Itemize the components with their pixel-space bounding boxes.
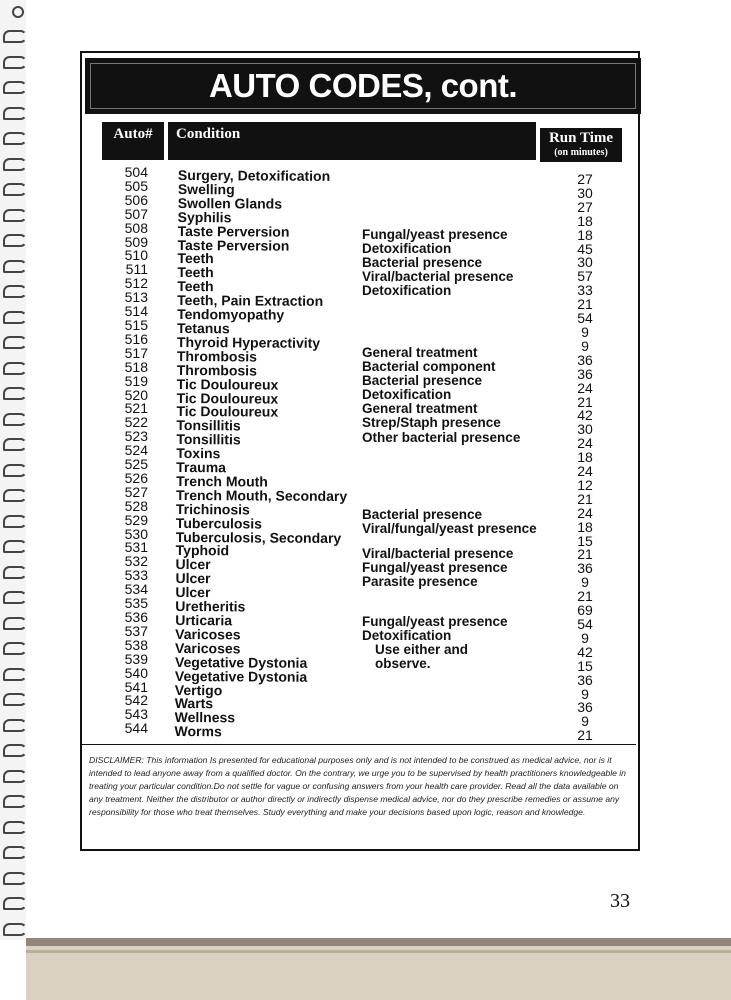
condition-cell: Tic Douloureux xyxy=(176,403,279,421)
binding-coil xyxy=(3,617,27,630)
code-cell: 532 xyxy=(124,553,148,570)
code-cell: 505 xyxy=(124,177,148,194)
binding-coil xyxy=(3,923,27,936)
condition-cell: Teeth, Pain Extraction xyxy=(177,292,324,310)
title-bar xyxy=(85,58,641,114)
condition-cell: Tuberculosis xyxy=(175,514,262,532)
code-cell: 537 xyxy=(124,622,148,639)
note-line: Bacterial presence xyxy=(362,255,483,271)
run-time-cell: 9 xyxy=(581,337,589,354)
condition-cell: Vegetative Dystonia xyxy=(174,667,308,685)
condition-cell: Thrombosis xyxy=(176,347,258,365)
code-cell: 531 xyxy=(124,539,148,556)
note-line: Strep/Staph presence xyxy=(362,415,501,431)
code-cell: 506 xyxy=(124,191,148,208)
code-cell: 508 xyxy=(124,219,148,236)
run-time-cell: 27 xyxy=(577,198,593,215)
notes-group-1 xyxy=(362,228,513,298)
binding-coil xyxy=(3,81,27,94)
condition-cell: Trench Mouth xyxy=(176,472,268,490)
note-line: Viral/fungal/yeast presence xyxy=(362,521,537,537)
condition-cell: Toxins xyxy=(176,445,221,462)
run-time-cell: 42 xyxy=(577,643,593,660)
binding-coil xyxy=(3,821,27,834)
header-run-time xyxy=(540,128,622,162)
run-time-cell: 21 xyxy=(577,588,593,605)
run-time-cell: 36 xyxy=(577,351,593,368)
run-time-cell: 33 xyxy=(577,282,593,299)
run-time-cell: 9 xyxy=(581,629,589,646)
spiral-binding xyxy=(0,0,26,940)
note-line: Fungal/yeast presence xyxy=(362,227,508,242)
page-bottom-edge xyxy=(26,938,731,1000)
note-line: Other bacterial presence xyxy=(362,429,521,445)
run-time-cell: 27 xyxy=(577,171,593,187)
code-cell: 530 xyxy=(124,525,148,542)
notes-group-4 xyxy=(362,547,513,589)
condition-cell: Teeth xyxy=(177,264,214,281)
page-number: 33 xyxy=(610,890,630,912)
run-time-cell: 36 xyxy=(577,699,593,716)
binding-coil xyxy=(3,744,27,757)
binding-coil xyxy=(3,464,27,477)
code-cell: 517 xyxy=(124,344,148,361)
condition-cell: Trench Mouth, Secondary xyxy=(175,486,348,504)
binding-coil xyxy=(3,566,27,579)
code-cell: 510 xyxy=(124,247,148,264)
condition-cell: Tendomyopathy xyxy=(177,306,285,323)
disclaimer: DISCLAIMER: This information Is presented for educational purposes only and is not intended to be construed as medical advice, nor is it intended to lead anyone away from a qualified doctor. On the contrary, we urge you to be supervised by health practitioners knowledgeable in treating your particular condition.Do not settle for vague or confusing answers from your health care provider. Read all the data available on any treatment. Neither the distributor or author directly or indirectly dispense medical advice, nor do they prescribe remedies or assume any responsibility for those who treat themselves. Study everything and make your decisions based upon logic, reason and knowledge. xyxy=(80,744,636,847)
condition-cell: Tic Douloureux xyxy=(176,389,279,407)
binding-coil xyxy=(3,107,27,120)
code-cell: 507 xyxy=(124,205,148,222)
note-line: Viral/bacterial presence xyxy=(362,269,514,285)
code-column xyxy=(100,166,148,736)
binding-coil xyxy=(3,260,27,273)
code-cell: 534 xyxy=(124,581,148,598)
header-run-time-unit: (on minutes) xyxy=(554,147,608,158)
binding-coil xyxy=(3,336,27,349)
binding-coil xyxy=(3,56,27,69)
run-time-cell: 24 xyxy=(577,435,593,452)
code-cell: 524 xyxy=(124,442,148,459)
note-line: Detoxification xyxy=(362,241,452,257)
run-time-cell: 69 xyxy=(577,602,593,619)
run-time-cell: 45 xyxy=(577,240,593,257)
code-cell: 529 xyxy=(124,511,148,528)
binding-coil xyxy=(3,489,27,502)
run-time-cell: 42 xyxy=(577,407,593,424)
run-time-cell: 18 xyxy=(577,226,593,243)
header-auto: Auto# xyxy=(102,122,164,160)
run-time-cell: 36 xyxy=(577,365,593,382)
code-cell: 544 xyxy=(124,720,148,737)
condition-cell: Tuberculosis, Secondary xyxy=(175,528,342,546)
condition-cell: Worms xyxy=(174,723,222,740)
condition-cell: Trauma xyxy=(176,459,227,476)
condition-cell: Swelling xyxy=(177,180,235,198)
binding-coil xyxy=(3,158,27,171)
run-time-cell: 12 xyxy=(577,476,593,493)
condition-cell: Teeth xyxy=(177,250,214,267)
condition-column xyxy=(175,169,368,740)
condition-cell: Tic Douloureux xyxy=(176,375,279,393)
condition-cell: Ulcer xyxy=(175,570,211,587)
binding-coil xyxy=(3,183,27,196)
condition-cell: Thrombosis xyxy=(176,361,257,379)
run-time-cell: 21 xyxy=(577,546,593,563)
condition-cell: Taste Perversion xyxy=(177,236,290,254)
binding-coil xyxy=(3,668,27,681)
condition-cell: Syphilis xyxy=(177,208,232,226)
condition-cell: Teeth xyxy=(177,278,214,295)
code-cell: 514 xyxy=(124,303,148,320)
condition-cell: Varicoses xyxy=(175,639,241,657)
condition-cell: Wellness xyxy=(174,709,236,726)
header-condition: Condition xyxy=(168,122,536,160)
condition-cell: Trichinosis xyxy=(175,500,250,518)
binding-coil xyxy=(3,387,27,400)
condition-cell: Varicoses xyxy=(175,625,241,643)
code-cell: 535 xyxy=(124,595,148,612)
condition-cell: Swollen Glands xyxy=(177,194,283,212)
run-time-column xyxy=(565,173,605,743)
code-cell: 542 xyxy=(124,692,148,709)
binding-coil xyxy=(3,872,27,885)
run-time-cell: 30 xyxy=(577,421,593,438)
notes-group-3 xyxy=(362,508,537,536)
note-line: Detoxification xyxy=(362,283,452,299)
run-time-cell: 15 xyxy=(577,657,593,674)
condition-cell: Taste Perversion xyxy=(177,222,290,240)
condition-cell: Tetanus xyxy=(176,319,230,337)
code-cell: 515 xyxy=(124,316,148,333)
note-line: Detoxification xyxy=(362,628,452,644)
condition-cell: Ulcer xyxy=(175,584,211,601)
run-time-cell: 9 xyxy=(581,323,589,340)
code-cell: 540 xyxy=(124,664,148,681)
code-cell: 519 xyxy=(124,372,148,389)
condition-cell: Tonsillitis xyxy=(176,417,241,434)
binding-coil xyxy=(3,770,27,783)
condition-cell: Thyroid Hyperactivity xyxy=(176,333,321,351)
run-time-cell: 21 xyxy=(577,490,593,507)
note-line: Bacterial presence xyxy=(362,373,483,389)
binding-coil xyxy=(3,515,27,528)
condition-cell: Vertigo xyxy=(174,681,223,698)
code-cell: 539 xyxy=(124,650,148,667)
binding-coil xyxy=(3,719,27,732)
note-line: Fungal/yeast presence xyxy=(362,560,508,576)
code-cell: 526 xyxy=(124,469,148,486)
run-time-cell: 18 xyxy=(577,449,593,466)
run-time-cell: 24 xyxy=(577,504,593,521)
binding-coil xyxy=(3,693,27,706)
notes-group-5 xyxy=(362,615,508,671)
run-time-cell: 9 xyxy=(581,685,589,702)
condition-cell: Ulcer xyxy=(175,556,211,573)
run-time-cell: 18 xyxy=(577,518,593,535)
code-cell: 523 xyxy=(124,428,148,445)
note-line: Detoxification xyxy=(362,387,452,403)
code-cell: 528 xyxy=(124,497,148,514)
code-cell: 511 xyxy=(125,261,148,278)
note-line: Bacterial component xyxy=(362,359,496,375)
run-time-cell: 57 xyxy=(577,268,593,285)
note-line: Fungal/yeast presence xyxy=(362,614,508,629)
binding-coil xyxy=(3,438,27,451)
binding-coil xyxy=(3,311,27,324)
run-time-cell: 21 xyxy=(577,727,593,744)
page-title: AUTO CODES, cont. xyxy=(208,67,518,104)
code-cell: 521 xyxy=(124,400,148,417)
condition-cell: Surgery, Detoxification xyxy=(177,167,331,184)
code-cell: 522 xyxy=(124,414,148,431)
code-cell: 533 xyxy=(124,567,148,584)
run-time-cell: 18 xyxy=(577,212,593,229)
note-line: Viral/bacterial presence xyxy=(362,546,514,561)
binding-coil xyxy=(3,795,27,808)
run-time-cell: 9 xyxy=(581,713,589,730)
run-time-cell: 30 xyxy=(577,254,593,271)
code-cell: 543 xyxy=(124,706,148,723)
note-line: Bacterial presence xyxy=(362,507,483,522)
run-time-cell: 21 xyxy=(577,393,593,410)
code-cell: 536 xyxy=(124,609,148,625)
condition-cell: Tonsillitis xyxy=(176,431,241,448)
binding-coil xyxy=(3,209,27,222)
binding-coil xyxy=(3,897,27,910)
binding-coil xyxy=(3,413,27,426)
code-cell: 541 xyxy=(124,678,148,695)
note-line: Use either and xyxy=(375,642,469,658)
header-run-time-label: Run Time xyxy=(548,130,614,146)
condition-cell: Uretheritis xyxy=(175,598,246,615)
run-time-cell: 15 xyxy=(577,532,593,549)
code-cell: 525 xyxy=(124,456,148,473)
condition-cell: Urticaria xyxy=(175,611,233,629)
binding-coil xyxy=(3,30,27,43)
binding-coil xyxy=(3,846,27,859)
run-time-cell: 54 xyxy=(577,310,593,327)
note-line: General treatment xyxy=(362,345,478,360)
note-line: General treatment xyxy=(362,401,478,417)
code-cell: 518 xyxy=(124,358,148,375)
run-time-cell: 21 xyxy=(577,296,593,313)
binding-coil xyxy=(3,540,27,553)
condition-cell: Typhoid xyxy=(175,542,230,559)
run-time-cell: 9 xyxy=(581,574,589,591)
note-line: Parasite presence xyxy=(362,574,478,590)
run-time-cell: 24 xyxy=(577,463,593,480)
code-cell: 538 xyxy=(124,636,148,653)
code-cell: 509 xyxy=(124,233,148,250)
code-cell: 512 xyxy=(124,275,148,292)
condition-cell: Warts xyxy=(174,695,214,712)
run-time-cell: 36 xyxy=(577,560,593,577)
code-cell: 520 xyxy=(124,386,148,403)
condition-cell: Vegetative Dystonia xyxy=(174,653,308,671)
binding-hole xyxy=(12,6,24,18)
binding-coil xyxy=(3,642,27,655)
code-cell: 513 xyxy=(124,289,148,306)
run-time-cell: 36 xyxy=(577,671,593,688)
code-cell: 516 xyxy=(124,330,148,347)
binding-coil xyxy=(3,362,27,375)
code-cell: 504 xyxy=(124,164,148,180)
run-time-cell: 30 xyxy=(577,184,593,201)
run-time-cell: 24 xyxy=(577,379,593,396)
run-time-cell: 54 xyxy=(577,616,593,632)
code-cell: 527 xyxy=(124,483,148,500)
binding-coil xyxy=(3,285,27,298)
binding-coil xyxy=(3,234,27,247)
notes-group-2 xyxy=(362,346,520,445)
note-line: observe. xyxy=(375,656,431,672)
binding-coil xyxy=(3,132,27,145)
binding-coil xyxy=(3,591,27,604)
